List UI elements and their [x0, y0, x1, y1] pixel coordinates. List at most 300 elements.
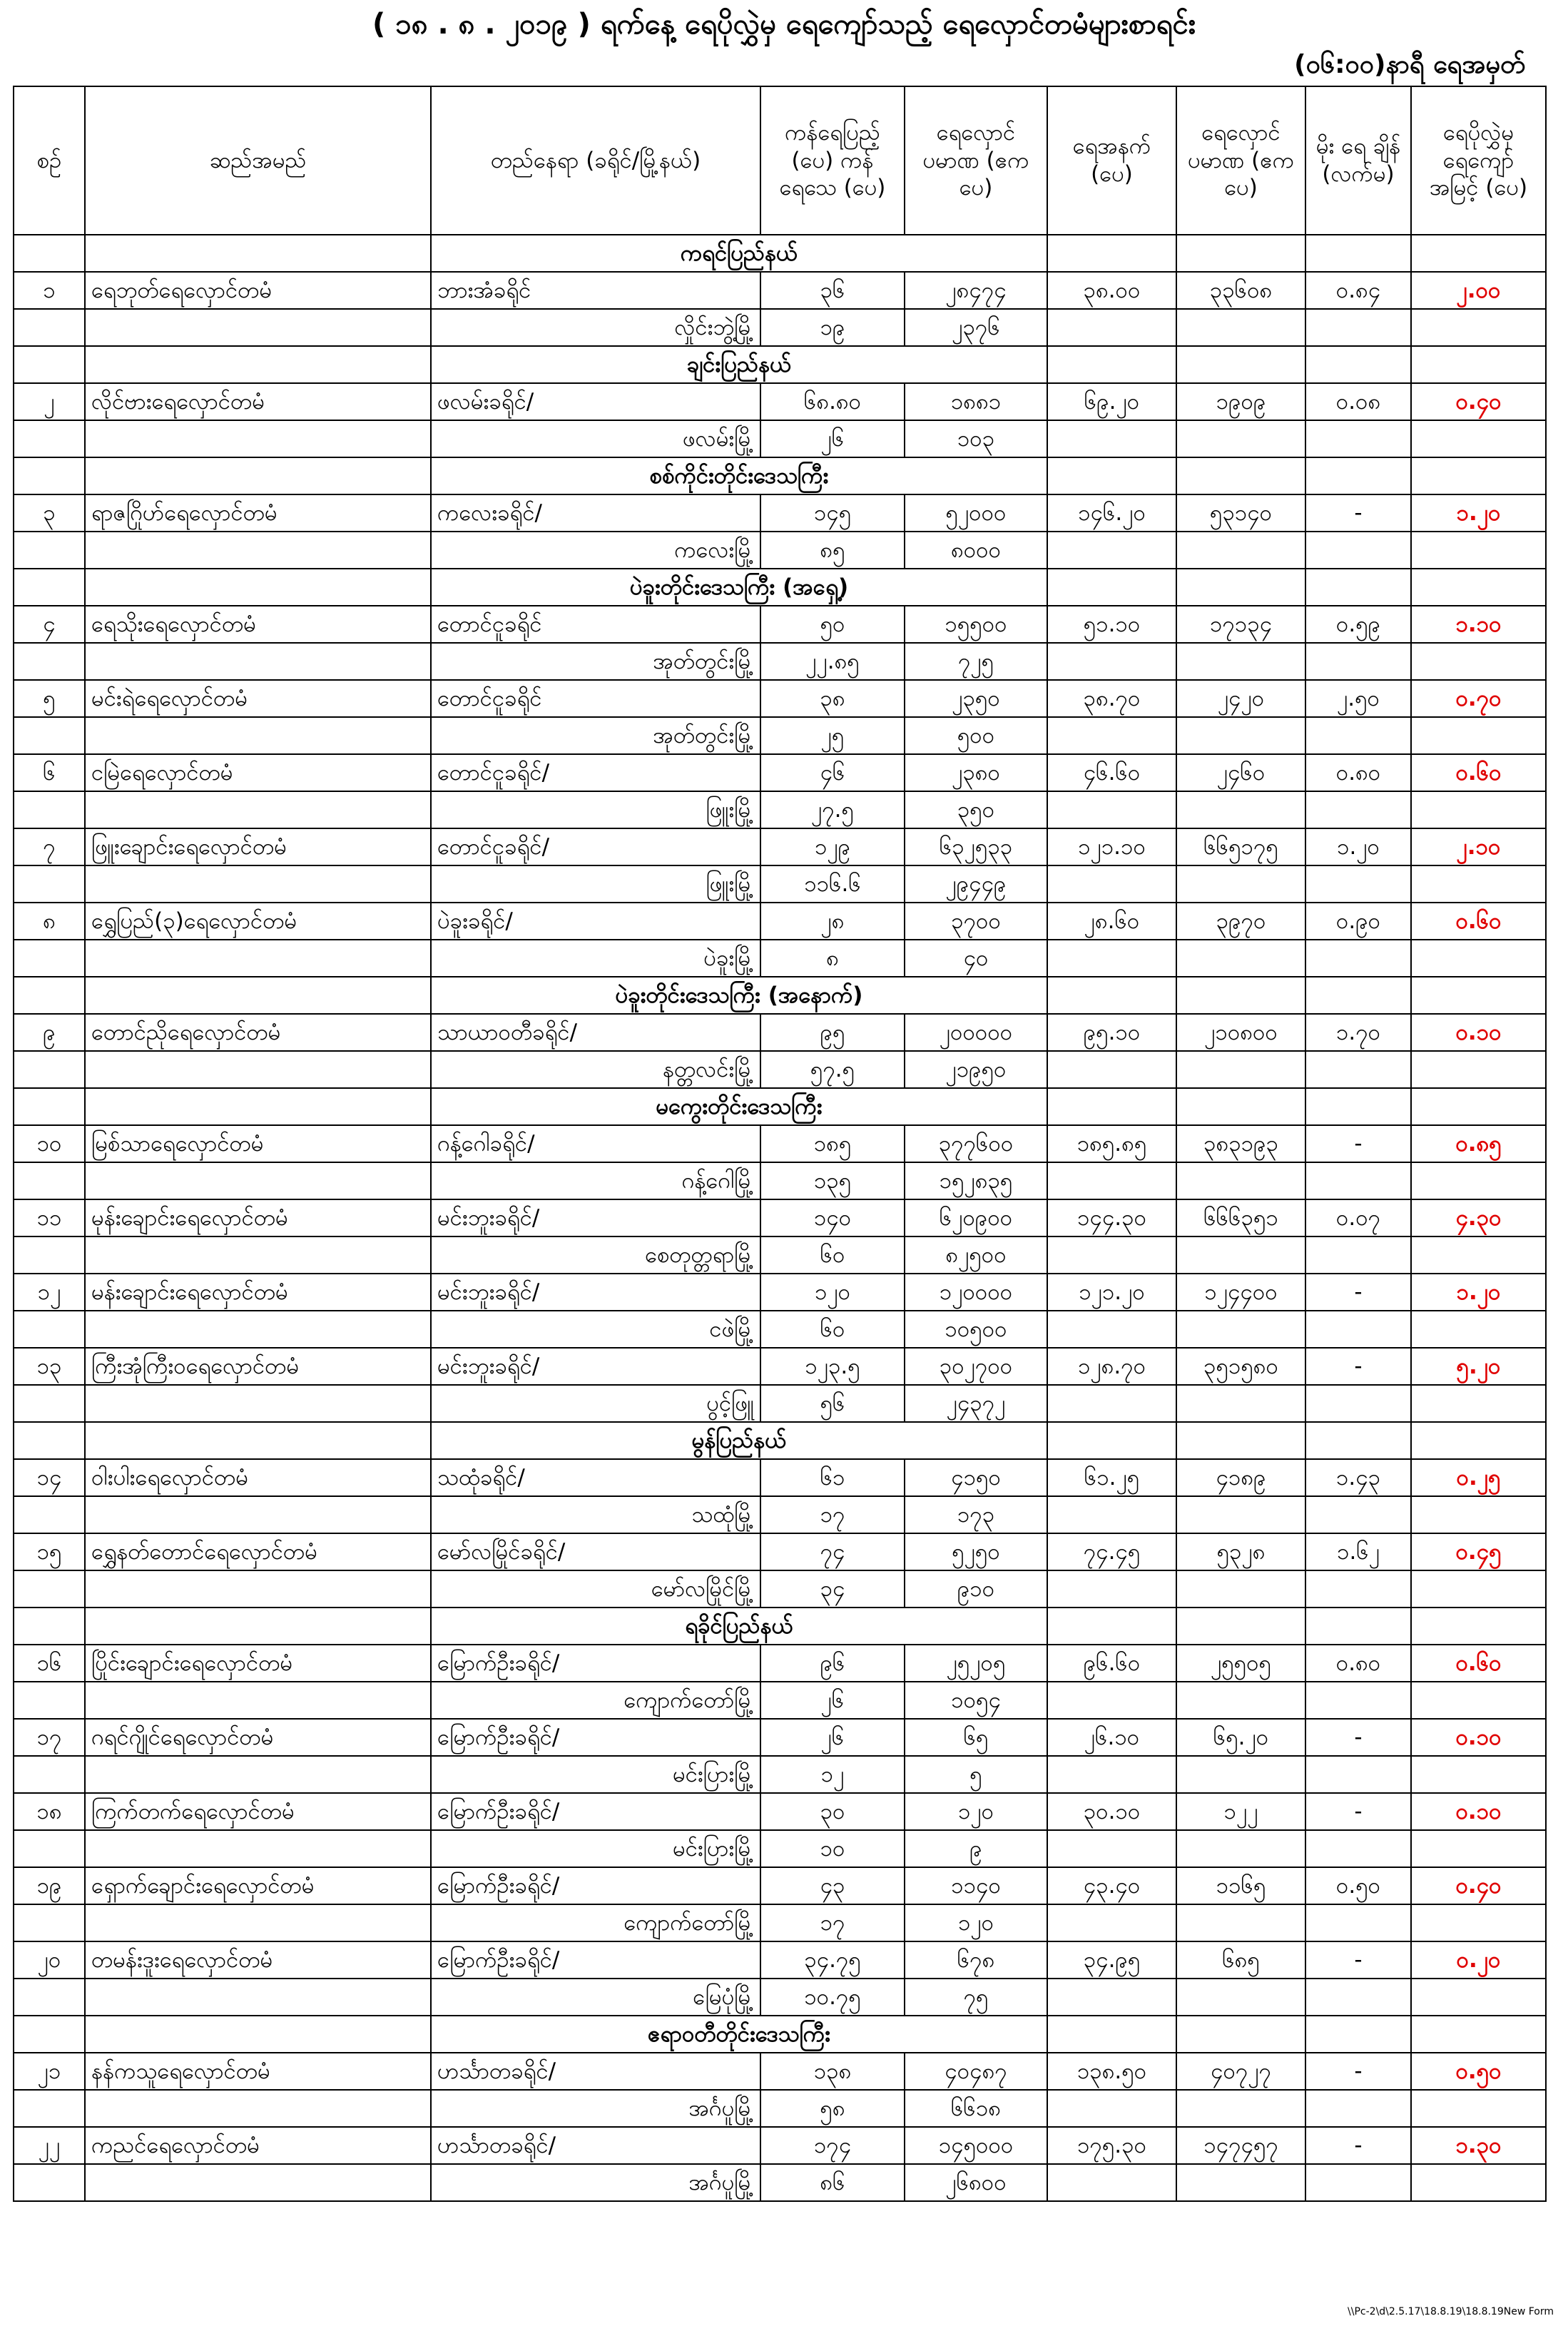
- dam-name: ဂရင်ဂျိုင်ရေလှောင်တမံ: [85, 1719, 431, 1756]
- overflow-height: ၀.၇၀: [1411, 680, 1546, 717]
- empty-cell: [1411, 1979, 1546, 2016]
- empty-cell: [14, 977, 85, 1014]
- overflow-height: ၀.၁၀: [1411, 1014, 1546, 1051]
- water-depth: ၁၂၁.၂၀: [1047, 1274, 1176, 1311]
- district: မြောက်ဦးခရိုင်/: [431, 1941, 760, 1979]
- dead-storage: ၉၁၀: [905, 1570, 1047, 1608]
- table-row: [14, 272, 1546, 309]
- dead-storage: ၁၀၅၄: [905, 1682, 1047, 1719]
- page-subtitle: (၀၆:၀၀)နာရီ ရေအမှတ်: [1294, 50, 1525, 79]
- empty-cell: [1176, 1422, 1305, 1459]
- empty-cell: [1305, 2016, 1411, 2053]
- dam-name: မုန်းချောင်းရေလှောင်တမံ: [85, 1199, 431, 1236]
- empty-cell: [1411, 791, 1546, 828]
- empty-cell: [1176, 346, 1305, 383]
- overflow-height: ၀.၅၀: [1411, 2053, 1546, 2090]
- full-storage: ၄၀၄၈၇: [905, 2053, 1047, 2090]
- dead-storage: ၂၄၃၇၂: [905, 1385, 1047, 1422]
- empty-cell: [1047, 717, 1176, 754]
- empty-cell: [1176, 457, 1305, 494]
- empty-cell: [14, 1311, 85, 1348]
- empty-cell: [85, 235, 431, 272]
- storage-volume: ၄၀၇၂၇: [1176, 2053, 1305, 2090]
- township: သထုံမြို့: [431, 1496, 760, 1533]
- empty-cell: [1411, 346, 1546, 383]
- water-depth: ၃၀.၁၀: [1047, 1793, 1176, 1830]
- empty-cell: [1047, 1682, 1176, 1719]
- dead-level: ၁၇: [760, 1904, 905, 1941]
- empty-cell: [1176, 1311, 1305, 1348]
- empty-cell: [1176, 865, 1305, 903]
- dam-name: ကြက်တက်ရေလှောင်တမံ: [85, 1793, 431, 1830]
- full-level: ၂၈: [760, 903, 905, 940]
- empty-cell: [14, 1051, 85, 1088]
- storage-volume: ၁၂၂: [1176, 1793, 1305, 1830]
- water-depth: ၁၈၅.၈၅: [1047, 1125, 1176, 1162]
- dead-level: ၂၆: [760, 420, 905, 457]
- region-name: ပဲခူးတိုင်းဒေသကြီး (အနောက်): [431, 977, 1047, 1014]
- rainfall: ၀.၅၀: [1305, 1867, 1411, 1904]
- empty-cell: [1305, 1979, 1411, 2016]
- empty-cell: [1305, 457, 1411, 494]
- table-subrow: [14, 309, 1546, 346]
- full-storage: ၁၄၅၀၀၀: [905, 2127, 1047, 2164]
- township: မင်းပြားမြို့: [431, 1756, 760, 1793]
- table-subrow: [14, 1496, 1546, 1533]
- table-subrow: [14, 1385, 1546, 1422]
- dead-level: ၂၅: [760, 717, 905, 754]
- empty-cell: [85, 2164, 431, 2201]
- empty-cell: [1176, 1979, 1305, 2016]
- row-number: ၂၀: [14, 1941, 85, 1979]
- water-depth: ၄၃.၄၀: [1047, 1867, 1176, 1904]
- row-number: ၁၆: [14, 1645, 85, 1682]
- water-depth: ၁၇၅.၃၀: [1047, 2127, 1176, 2164]
- col-header: ကန်ရေပြည့် (ပေ) ကန်ရေသေ (ပေ): [760, 86, 905, 235]
- empty-cell: [1047, 977, 1176, 1014]
- full-storage: ၆၃၂၅၃၃: [905, 828, 1047, 865]
- empty-cell: [1176, 1088, 1305, 1125]
- storage-volume: ၂၁၀၈၀၀: [1176, 1014, 1305, 1051]
- empty-cell: [1047, 1422, 1176, 1459]
- dead-storage: ၁၂၀: [905, 1904, 1047, 1941]
- empty-cell: [1176, 1385, 1305, 1422]
- empty-cell: [1411, 1756, 1546, 1793]
- storage-volume: ၁၂၄၄၀၀: [1176, 1274, 1305, 1311]
- empty-cell: [14, 940, 85, 977]
- empty-cell: [1047, 1088, 1176, 1125]
- empty-cell: [1305, 1570, 1411, 1608]
- dead-level: ၁၀.၇၅: [760, 1979, 905, 2016]
- rainfall: -: [1305, 2053, 1411, 2090]
- water-depth: ၇၄.၄၅: [1047, 1533, 1176, 1570]
- row-number: ၁၅: [14, 1533, 85, 1570]
- row-number: ၁၁: [14, 1199, 85, 1236]
- water-depth: ၅၁.၁၀: [1047, 606, 1176, 643]
- empty-cell: [85, 791, 431, 828]
- district: မော်လမြိုင်ခရိုင်/: [431, 1533, 760, 1570]
- dead-storage: ၁၇၃: [905, 1496, 1047, 1533]
- district: ဂန့်ဂေါခရိုင်/: [431, 1125, 760, 1162]
- empty-cell: [1305, 1756, 1411, 1793]
- table-subrow: [14, 1830, 1546, 1867]
- overflow-height: ၀.၈၅: [1411, 1125, 1546, 1162]
- empty-cell: [14, 1385, 85, 1422]
- empty-cell: [14, 346, 85, 383]
- water-depth: ၆၁.၂၅: [1047, 1459, 1176, 1496]
- table-row: [14, 1274, 1546, 1311]
- empty-cell: [85, 1570, 431, 1608]
- empty-cell: [1047, 1904, 1176, 1941]
- empty-cell: [1411, 717, 1546, 754]
- empty-cell: [1305, 1830, 1411, 1867]
- district: တောင်ငူခရိုင်: [431, 606, 760, 643]
- table-body: [14, 235, 1546, 2201]
- empty-cell: [1176, 1756, 1305, 1793]
- page-title: ( ၁၈ . ၈ . ၂၀၁၉ ) ရက်နေ့ ရေပိုလွှဲမှ ရေကျော်သည့် ရေလှောင်တမံများစာရင်း: [372, 8, 1196, 41]
- empty-cell: [1047, 235, 1176, 272]
- region-name: ပဲခူးတိုင်းဒေသကြီး (အရှေ့): [431, 569, 1047, 606]
- storage-volume: ၂၄၂၀: [1176, 680, 1305, 717]
- empty-cell: [14, 235, 85, 272]
- full-level: ၃၀: [760, 1793, 905, 1830]
- full-level: ၁၄၅: [760, 494, 905, 532]
- storage-volume: ၁၁၆၅: [1176, 1867, 1305, 1904]
- file-path: \\Pc-2\d\2.5.17\18.8.19\18.8.19New Form: [1348, 2306, 1554, 2317]
- water-depth: ၆၉.၂၀: [1047, 383, 1176, 420]
- empty-cell: [1305, 1162, 1411, 1199]
- overflow-height: ၀.၆၀: [1411, 754, 1546, 791]
- empty-cell: [14, 791, 85, 828]
- full-storage: ၁၅၅၀၀: [905, 606, 1047, 643]
- township: အုတ်တွင်းမြို့: [431, 643, 760, 680]
- table-row: [14, 1125, 1546, 1162]
- empty-cell: [85, 1162, 431, 1199]
- table-row: [14, 1348, 1546, 1385]
- empty-cell: [14, 1756, 85, 1793]
- empty-cell: [1411, 1385, 1546, 1422]
- empty-cell: [1411, 1088, 1546, 1125]
- region-row: [14, 235, 1546, 272]
- township: ကလေးမြို့: [431, 532, 760, 569]
- table-subrow: [14, 2164, 1546, 2201]
- storage-volume: ၆၆၆၃၅၁: [1176, 1199, 1305, 1236]
- empty-cell: [1305, 1236, 1411, 1274]
- district: တောင်ငူခရိုင်/: [431, 754, 760, 791]
- empty-cell: [1411, 457, 1546, 494]
- full-storage: ၂၀၀၀၀၀: [905, 1014, 1047, 1051]
- empty-cell: [85, 1496, 431, 1533]
- rainfall: ၁.၆၂: [1305, 1533, 1411, 1570]
- water-depth: ၁၂၈.၇၀: [1047, 1348, 1176, 1385]
- table-subrow: [14, 791, 1546, 828]
- empty-cell: [1176, 1236, 1305, 1274]
- dam-name: ရေဘုတ်ရေလှောင်တမံ: [85, 272, 431, 309]
- empty-cell: [1047, 1756, 1176, 1793]
- empty-cell: [1047, 643, 1176, 680]
- empty-cell: [14, 569, 85, 606]
- table-row: [14, 1459, 1546, 1496]
- empty-cell: [1176, 1570, 1305, 1608]
- table-subrow: [14, 1904, 1546, 1941]
- full-level: ၁၂၀: [760, 1274, 905, 1311]
- township: အင်္ဂပူမြို့: [431, 2090, 760, 2127]
- overflow-height: ၀.၁၀: [1411, 1719, 1546, 1756]
- empty-cell: [1176, 1830, 1305, 1867]
- storage-volume: ၂၅၅၀၅: [1176, 1645, 1305, 1682]
- empty-cell: [1305, 235, 1411, 272]
- empty-cell: [1305, 2164, 1411, 2201]
- dead-storage: ၇၅: [905, 1979, 1047, 2016]
- dead-level: ၈၅: [760, 532, 905, 569]
- empty-cell: [1411, 1496, 1546, 1533]
- table-subrow: [14, 1756, 1546, 1793]
- township: ဖြူးမြို့: [431, 791, 760, 828]
- table-row: [14, 754, 1546, 791]
- row-number: ၁၇: [14, 1719, 85, 1756]
- empty-cell: [1411, 1162, 1546, 1199]
- empty-cell: [1176, 1608, 1305, 1645]
- dead-level: ၈၆: [760, 2164, 905, 2201]
- empty-cell: [1411, 1608, 1546, 1645]
- overflow-height: ၁.၁၀: [1411, 606, 1546, 643]
- table-row: [14, 1645, 1546, 1682]
- empty-cell: [85, 865, 431, 903]
- table-subrow: [14, 532, 1546, 569]
- empty-cell: [14, 309, 85, 346]
- region-row: [14, 2016, 1546, 2053]
- water-depth: ၃၄.၉၅: [1047, 1941, 1176, 1979]
- col-header: ဆည်အမည်: [85, 86, 431, 235]
- empty-cell: [1305, 940, 1411, 977]
- table-subrow: [14, 2090, 1546, 2127]
- dead-storage: ၈၂၅၀၀: [905, 1236, 1047, 1274]
- district: မင်းဘူးခရိုင်/: [431, 1199, 760, 1236]
- storage-volume: ၁၇၁၃၄: [1176, 606, 1305, 643]
- empty-cell: [85, 1979, 431, 2016]
- empty-cell: [1047, 865, 1176, 903]
- empty-cell: [14, 643, 85, 680]
- dam-name: မြစ်သာရေလှောင်တမံ: [85, 1125, 431, 1162]
- empty-cell: [1176, 1051, 1305, 1088]
- overflow-height: ၀.၆၀: [1411, 903, 1546, 940]
- full-storage: ၆၅: [905, 1719, 1047, 1756]
- dead-level: ၃၄: [760, 1570, 905, 1608]
- empty-cell: [85, 1088, 431, 1125]
- table-subrow: [14, 1051, 1546, 1088]
- overflow-height: ၀.၄၀: [1411, 383, 1546, 420]
- reservoir-table: [13, 86, 1547, 2202]
- row-number: ၈: [14, 903, 85, 940]
- dead-level: ၂၆: [760, 1682, 905, 1719]
- full-level: ၉၅: [760, 1014, 905, 1051]
- district: တောင်ငူခရိုင်/: [431, 828, 760, 865]
- row-number: ၁၂: [14, 1274, 85, 1311]
- empty-cell: [1047, 346, 1176, 383]
- dead-level: ၈: [760, 940, 905, 977]
- full-level: ၄၃: [760, 1867, 905, 1904]
- district: ပဲခူးခရိုင်/: [431, 903, 760, 940]
- dam-name: ငမြဲရေလှောင်တမံ: [85, 754, 431, 791]
- dead-storage: ၂၉၄၄၉: [905, 865, 1047, 903]
- empty-cell: [1176, 717, 1305, 754]
- empty-cell: [14, 1830, 85, 1867]
- empty-cell: [1305, 717, 1411, 754]
- empty-cell: [1305, 1385, 1411, 1422]
- dead-storage: ၉: [905, 1830, 1047, 1867]
- table-subrow: [14, 643, 1546, 680]
- empty-cell: [1176, 1682, 1305, 1719]
- empty-cell: [85, 977, 431, 1014]
- dam-name: ဝါးပါးရေလှောင်တမံ: [85, 1459, 431, 1496]
- empty-cell: [85, 1904, 431, 1941]
- empty-cell: [85, 717, 431, 754]
- empty-cell: [1411, 532, 1546, 569]
- table-row: [14, 1867, 1546, 1904]
- table-row: [14, 903, 1546, 940]
- dead-storage: ၂၆၈၀၀: [905, 2164, 1047, 2201]
- empty-cell: [1411, 235, 1546, 272]
- full-level: ၃၈: [760, 680, 905, 717]
- district: ဟင်္သာတခရိုင်/: [431, 2053, 760, 2090]
- row-number: ၁၄: [14, 1459, 85, 1496]
- full-storage: ၁၂၀၀၀၀: [905, 1274, 1047, 1311]
- empty-cell: [1411, 1904, 1546, 1941]
- dead-storage: ၈၀၀၀: [905, 532, 1047, 569]
- empty-cell: [14, 865, 85, 903]
- rainfall: ၀.၀၇: [1305, 1199, 1411, 1236]
- rainfall: -: [1305, 1274, 1411, 1311]
- township: ကျောက်တော်မြို့: [431, 1904, 760, 1941]
- col-header: ရေလှောင် ပမာဏ (ဧကပေ): [1176, 86, 1305, 235]
- storage-volume: ၃၉၇၀: [1176, 903, 1305, 940]
- row-number: ၁: [14, 272, 85, 309]
- dam-name: ရေသိုးရေလှောင်တမံ: [85, 606, 431, 643]
- overflow-height: ၀.၂၅: [1411, 1459, 1546, 1496]
- empty-cell: [1305, 309, 1411, 346]
- dam-name: ကညင်ရေလှောင်တမံ: [85, 2127, 431, 2164]
- empty-cell: [1411, 865, 1546, 903]
- storage-volume: ၆၅.၂၀: [1176, 1719, 1305, 1756]
- rainfall: ၀.၉၀: [1305, 903, 1411, 940]
- empty-cell: [1047, 1608, 1176, 1645]
- empty-cell: [1176, 2016, 1305, 2053]
- water-depth: ၁၄၆.၂၀: [1047, 494, 1176, 532]
- empty-cell: [1176, 2090, 1305, 2127]
- dead-level: ၆၀: [760, 1311, 905, 1348]
- empty-cell: [1305, 1904, 1411, 1941]
- dead-level: ၁၇: [760, 1496, 905, 1533]
- empty-cell: [1176, 532, 1305, 569]
- district: ဘားအံခရိုင်: [431, 272, 760, 309]
- empty-cell: [1305, 977, 1411, 1014]
- dam-name: နန်ကသူရေလှောင်တမံ: [85, 2053, 431, 2090]
- overflow-height: ၁.၂၀: [1411, 1274, 1546, 1311]
- full-level: ၁၇၄: [760, 2127, 905, 2164]
- full-storage: ၄၁၅၀: [905, 1459, 1047, 1496]
- overflow-height: ၀.၂၀: [1411, 1941, 1546, 1979]
- empty-cell: [14, 1422, 85, 1459]
- dead-storage: ၄၀: [905, 940, 1047, 977]
- dead-storage: ၁၀၅၀၀: [905, 1311, 1047, 1348]
- table-row: [14, 2053, 1546, 2090]
- overflow-height: ၀.၄၅: [1411, 1533, 1546, 1570]
- empty-cell: [1047, 1385, 1176, 1422]
- empty-cell: [14, 717, 85, 754]
- table-row: [14, 680, 1546, 717]
- rainfall: ၀.၅၉: [1305, 606, 1411, 643]
- empty-cell: [1411, 309, 1546, 346]
- full-storage: ၂၈၄၇၄: [905, 272, 1047, 309]
- water-depth: ၂၆.၁၀: [1047, 1719, 1176, 1756]
- dead-storage: ၅: [905, 1756, 1047, 1793]
- table-subrow: [14, 1311, 1546, 1348]
- table-subrow: [14, 1570, 1546, 1608]
- row-number: ၁၃: [14, 1348, 85, 1385]
- rainfall: ၂.၅၀: [1305, 680, 1411, 717]
- empty-cell: [1176, 1496, 1305, 1533]
- empty-cell: [14, 1236, 85, 1274]
- col-header: ရေလှောင် ပမာဏ (ဧကပေ): [905, 86, 1047, 235]
- empty-cell: [1411, 2090, 1546, 2127]
- col-header: တည်နေရာ (ခရိုင်/မြို့နယ်): [431, 86, 760, 235]
- table-row: [14, 1719, 1546, 1756]
- empty-cell: [85, 1756, 431, 1793]
- storage-volume: ၆၈၅: [1176, 1941, 1305, 1979]
- table-row: [14, 1941, 1546, 1979]
- empty-cell: [1047, 1496, 1176, 1533]
- empty-cell: [1305, 532, 1411, 569]
- empty-cell: [85, 1830, 431, 1867]
- dead-storage: ၂၁၉၅၀: [905, 1051, 1047, 1088]
- table-row: [14, 1533, 1546, 1570]
- row-number: ၂: [14, 383, 85, 420]
- district: သထုံခရိုင်/: [431, 1459, 760, 1496]
- district: မင်းဘူးခရိုင်/: [431, 1348, 760, 1385]
- empty-cell: [85, 2016, 431, 2053]
- row-number: ၄: [14, 606, 85, 643]
- storage-volume: ၃၅၁၅၈၀: [1176, 1348, 1305, 1385]
- dead-level: ၁၃၅: [760, 1162, 905, 1199]
- water-depth: ၂၈.၆၀: [1047, 903, 1176, 940]
- empty-cell: [1047, 2016, 1176, 2053]
- empty-cell: [14, 532, 85, 569]
- row-number: ၉: [14, 1014, 85, 1051]
- empty-cell: [1305, 1311, 1411, 1348]
- storage-volume: ၆၆၅၁၇၅: [1176, 828, 1305, 865]
- empty-cell: [1411, 1570, 1546, 1608]
- township: ဖလမ်းမြို့: [431, 420, 760, 457]
- rainfall: -: [1305, 1125, 1411, 1162]
- rainfall: ၁.၄၃: [1305, 1459, 1411, 1496]
- rainfall: ၀.၀၈: [1305, 383, 1411, 420]
- township: ဖြူးမြို့: [431, 865, 760, 903]
- region-row: [14, 1608, 1546, 1645]
- township: ဂန့်ဂေါမြို့: [431, 1162, 760, 1199]
- dam-name: ရွှေပြည်(၃)ရေလှောင်တမံ: [85, 903, 431, 940]
- dead-storage: ၁၅၂၈၃၅: [905, 1162, 1047, 1199]
- water-depth: ၁၄၄.၃၀: [1047, 1199, 1176, 1236]
- empty-cell: [14, 1608, 85, 1645]
- col-header: ရေပိုလွှဲမှ ရေကျော် အမြင့် (ပေ): [1411, 86, 1546, 235]
- rainfall: ၀.၈၀: [1305, 1645, 1411, 1682]
- township: ငဖဲမြို့: [431, 1311, 760, 1348]
- empty-cell: [14, 1162, 85, 1199]
- region-row: [14, 977, 1546, 1014]
- overflow-height: ၂.၁၀: [1411, 828, 1546, 865]
- rainfall: ၀.၈၄: [1305, 272, 1411, 309]
- township: နတ္တလင်းမြို့: [431, 1051, 760, 1088]
